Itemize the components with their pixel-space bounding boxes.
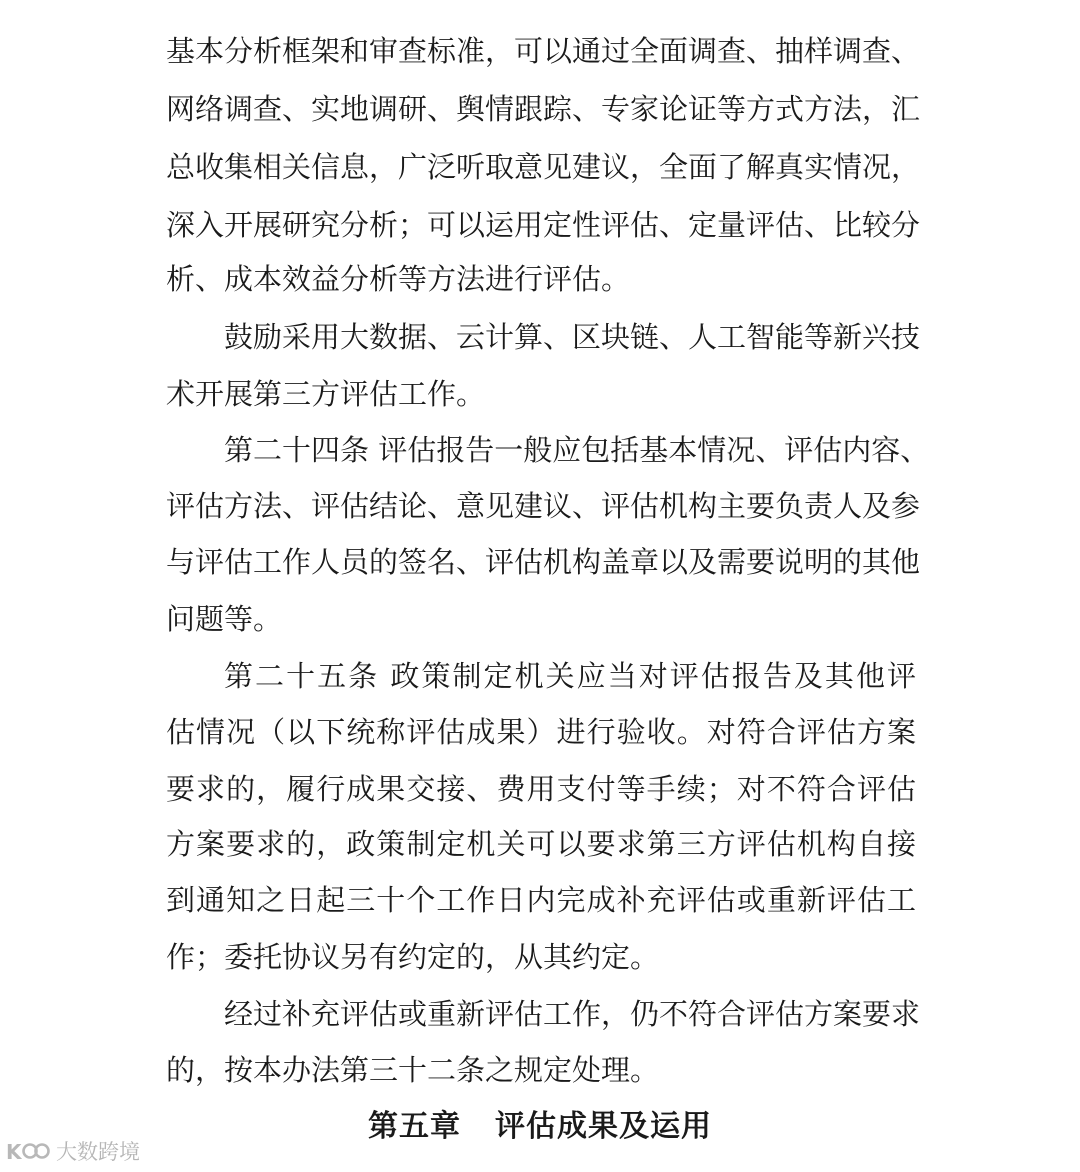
article-25-line: 第二十五条 政策制定机关应当对评估报告及其他评	[224, 659, 916, 693]
paragraph-line: 问题等。	[166, 602, 283, 636]
paragraph-line: 鼓励采用大数据、云计算、区块链、人工智能等新兴技	[224, 320, 921, 354]
paragraph-line: 到通知之日起三十个工作日内完成补充评估或重新评估工	[166, 883, 916, 917]
paragraph-line: 与评估工作人员的签名、评估机构盖章以及需要说明的其他	[166, 545, 921, 579]
svg-text:K: K	[6, 1140, 22, 1164]
paragraph-line: 网络调查、实地调研、舆情跟踪、专家论证等方式方法，汇	[166, 92, 921, 126]
paragraph-line: 估情况（以下统称评估成果）进行验收。对符合评估方案	[166, 715, 916, 749]
logo-icon	[6, 1138, 50, 1164]
paragraph-line: 作；委托协议另有约定的，从其约定。	[166, 940, 660, 974]
paragraph-line: 基本分析框架和审查标准，可以通过全面调查、抽样调查、	[166, 34, 921, 68]
chapter-heading	[0, 1098, 1080, 1156]
watermark	[6, 1135, 140, 1167]
paragraph-line: 方案要求的，政策制定机关可以要求第三方评估机构自接	[166, 827, 916, 861]
article-24-line: 第二十四条 评估报告一般应包括基本情况、评估内容、	[224, 433, 930, 467]
paragraph-line: 经过补充评估或重新评估工作，仍不符合评估方案要求	[224, 997, 921, 1031]
paragraph-line: 深入开展研究分析；可以运用定性评估、定量评估、比较分	[166, 208, 921, 242]
paragraph-line: 术开展第三方评估工作。	[166, 377, 486, 411]
paragraph-line: 评估方法、评估结论、意见建议、评估机构主要负责人及参	[166, 489, 921, 523]
chapter-title: 评估成果及运用	[495, 1109, 712, 1144]
paragraph-line: 的，按本办法第三十二条之规定处理。	[166, 1053, 660, 1087]
paragraph-line: 要求的，履行成果交接、费用支付等手续；对不符合评估	[166, 772, 916, 806]
paragraph-line: 析、成本效益分析等方法进行评估。	[166, 262, 631, 296]
paragraph-line: 总收集相关信息，广泛听取意见建议，全面了解真实情况，	[166, 150, 921, 184]
watermark-text: 大数跨境	[56, 1140, 140, 1164]
chapter-number: 第五章	[368, 1109, 461, 1144]
